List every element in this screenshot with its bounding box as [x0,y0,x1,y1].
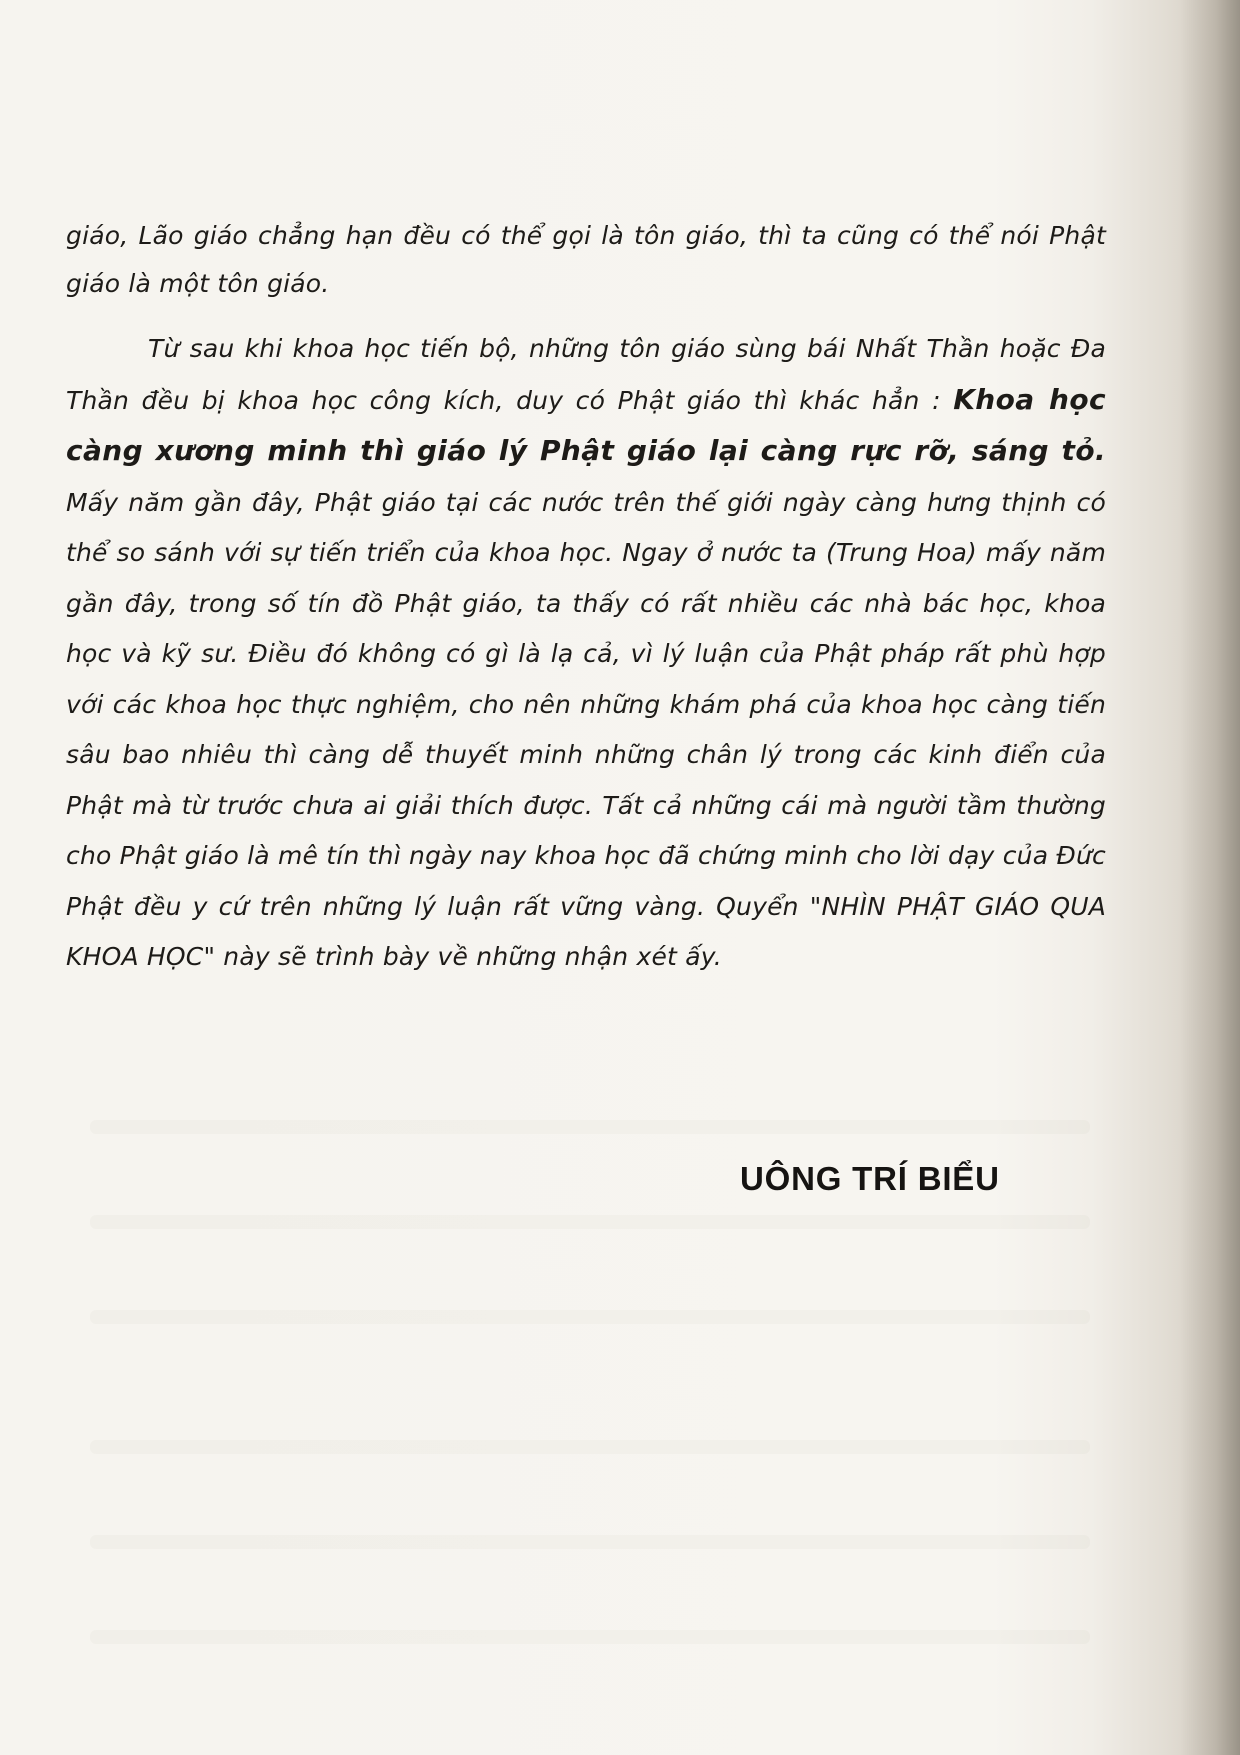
show-through-line [90,1215,1090,1229]
paragraph-2-lead: Từ sau khi khoa học tiến bộ, những tôn giáo sùng bái Nhất Thần hoặc Đa Thần đều bị khoa học công kích, duy có Phật giáo thì khác hẳn : [66,334,1106,415]
page-spine-shadow [1180,0,1240,1755]
author-signature: UÔNG TRÍ BIỂU [740,1160,1000,1197]
show-through-line [90,1535,1090,1549]
paragraph-1 [66,212,1106,308]
body-text [66,212,1106,983]
show-through-line [90,1440,1090,1454]
show-through-line [90,1630,1090,1644]
paragraph-1-text: giáo, Lão giáo chẳng hạn đều có thể gọi là tôn giáo, thì ta cũng có thể nói Phật giáo là một tôn giáo. [66,221,1106,298]
paragraph-2 [66,324,1106,983]
show-through-line [90,1120,1090,1134]
paragraph-2-rest: Mấy năm gần đây, Phật giáo tại các nước trên thế giới ngày càng hưng thịnh có thể so sánh với sự tiến triển của khoa học. Ngay ở nước ta (Trung Hoa) mấy năm gần đây, trong số tín đồ Phật giáo, ta thấy có rất nhiều các nhà bác học, khoa học và kỹ sư. Điều đó không có gì là lạ cả, vì lý luận của Phật pháp rất phù hợp với các khoa học thực nghiệm, cho nên những khám phá của khoa học càng tiến sâu bao nhiêu thì càng dễ thuyết minh những chân lý trong các kinh điển của Phật mà từ trước chưa ai giải thích được. Tất cả những cái mà người tầm thường cho Phật giáo là mê tín thì ngày nay khoa học đã chứng minh cho lời dạy của Đức Phật đều y cứ trên những lý luận rất vững vàng. Quyển "NHÌN PHẬT GIÁO QUA KHOA HỌC" này sẽ trình bày về những nhận xét ấy. [66,487,1106,971]
show-through-line [90,1310,1090,1324]
paragraph-2-emphasis: Khoa học càng xương minh thì giáo lý Phật giáo lại càng rực rỡ, sáng tỏ. [66,382,1106,467]
